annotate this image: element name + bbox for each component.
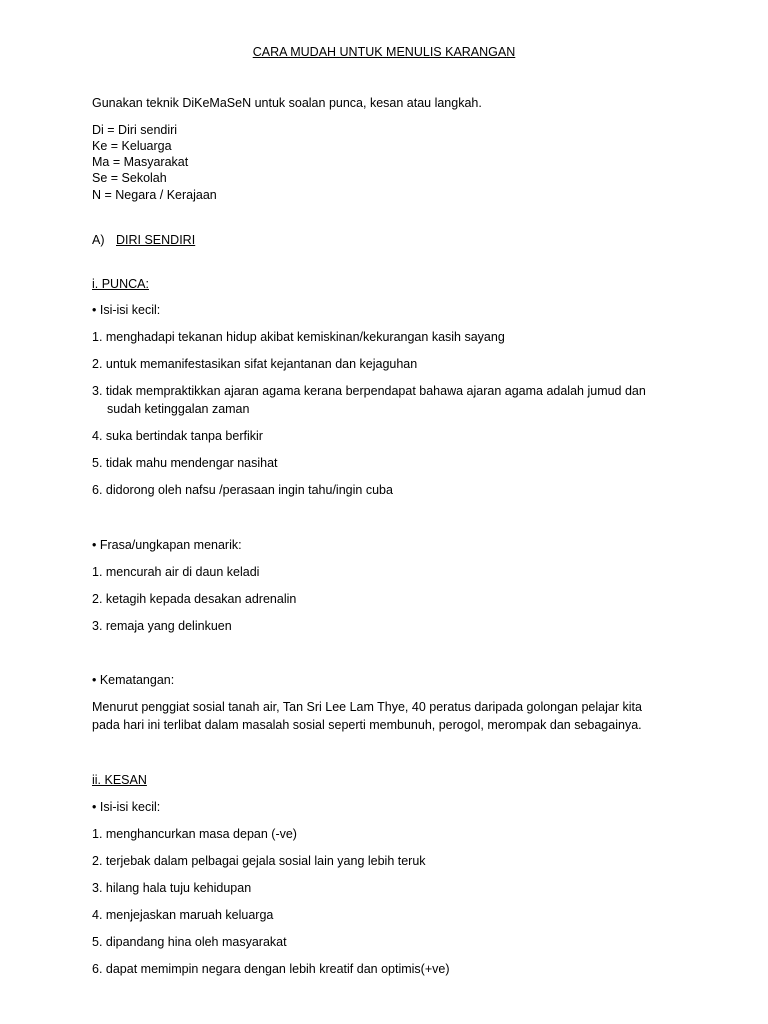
list-item: 1. mencurah air di daun keladi — [92, 565, 260, 579]
list-item: 6. dapat memimpin negara dengan lebih kreatif dan optimis(+ve) — [92, 962, 450, 976]
legend-line: Ma = Masyarakat — [92, 155, 189, 169]
isi-label: • Isi-isi kecil: — [92, 303, 161, 317]
list-item-continuation: sudah ketinggalan zaman — [107, 402, 250, 416]
list-item: 1. menghancurkan masa depan (-ve) — [92, 827, 297, 841]
paragraph-line: pada hari ini terlibat dalam masalah sosial seperti membunuh, perogol, merompak dan sebagainya. — [92, 718, 642, 732]
legend-line: Di = Diri sendiri — [92, 123, 178, 137]
list-item: 6. didorong oleh nafsu /perasaan ingin tahu/ingin cuba — [92, 483, 393, 497]
section-letter: A) — [92, 233, 105, 247]
list-item: 1. menghadapi tekanan hidup akibat kemiskinan/kekurangan kasih sayang — [92, 330, 505, 344]
paragraph-line: Menurut penggiat sosial tanah air, Tan Sri Lee Lam Thye, 40 peratus daripada golongan pelajar kita — [92, 700, 642, 714]
list-item: 4. menjejaskan maruah keluarga — [92, 908, 274, 922]
list-item: 4. suka bertindak tanpa berfikir — [92, 429, 263, 443]
punca-heading: i. PUNCA: — [92, 277, 149, 291]
kesan-heading: ii. KESAN — [92, 773, 147, 787]
list-item: 3. remaja yang delinkuen — [92, 619, 232, 633]
section-title: DIRI SENDIRI — [116, 233, 196, 247]
legend-line: Ke = Keluarga — [92, 139, 172, 153]
list-item: 2. terjebak dalam pelbagai gejala sosial lain yang lebih teruk — [92, 854, 426, 868]
list-item: 2. ketagih kepada desakan adrenalin — [92, 592, 297, 606]
list-item: 3. hilang hala tuju kehidupan — [92, 881, 252, 895]
list-item: 2. untuk memanifestasikan sifat kejantanan dan kejaguhan — [92, 357, 418, 371]
legend-line: Se = Sekolah — [92, 171, 167, 185]
frasa-label: • Frasa/ungkapan menarik: — [92, 538, 242, 552]
intro-text: Gunakan teknik DiKeMaSeN untuk soalan punca, kesan atau langkah. — [92, 96, 482, 110]
kematangan-label: • Kematangan: — [92, 673, 175, 687]
isi-label: • Isi-isi kecil: — [92, 800, 161, 814]
section-heading — [92, 232, 195, 248]
list-item: 3. tidak mempraktikkan ajaran agama kerana berpendapat bahawa ajaran agama adalah jumud dan — [92, 384, 646, 398]
list-item: 5. dipandang hina oleh masyarakat — [92, 935, 287, 949]
legend-line: N = Negara / Kerajaan — [92, 188, 217, 202]
document-title: CARA MUDAH UNTUK MENULIS KARANGAN — [252, 45, 516, 59]
list-item: 5. tidak mahu mendengar nasihat — [92, 456, 278, 470]
